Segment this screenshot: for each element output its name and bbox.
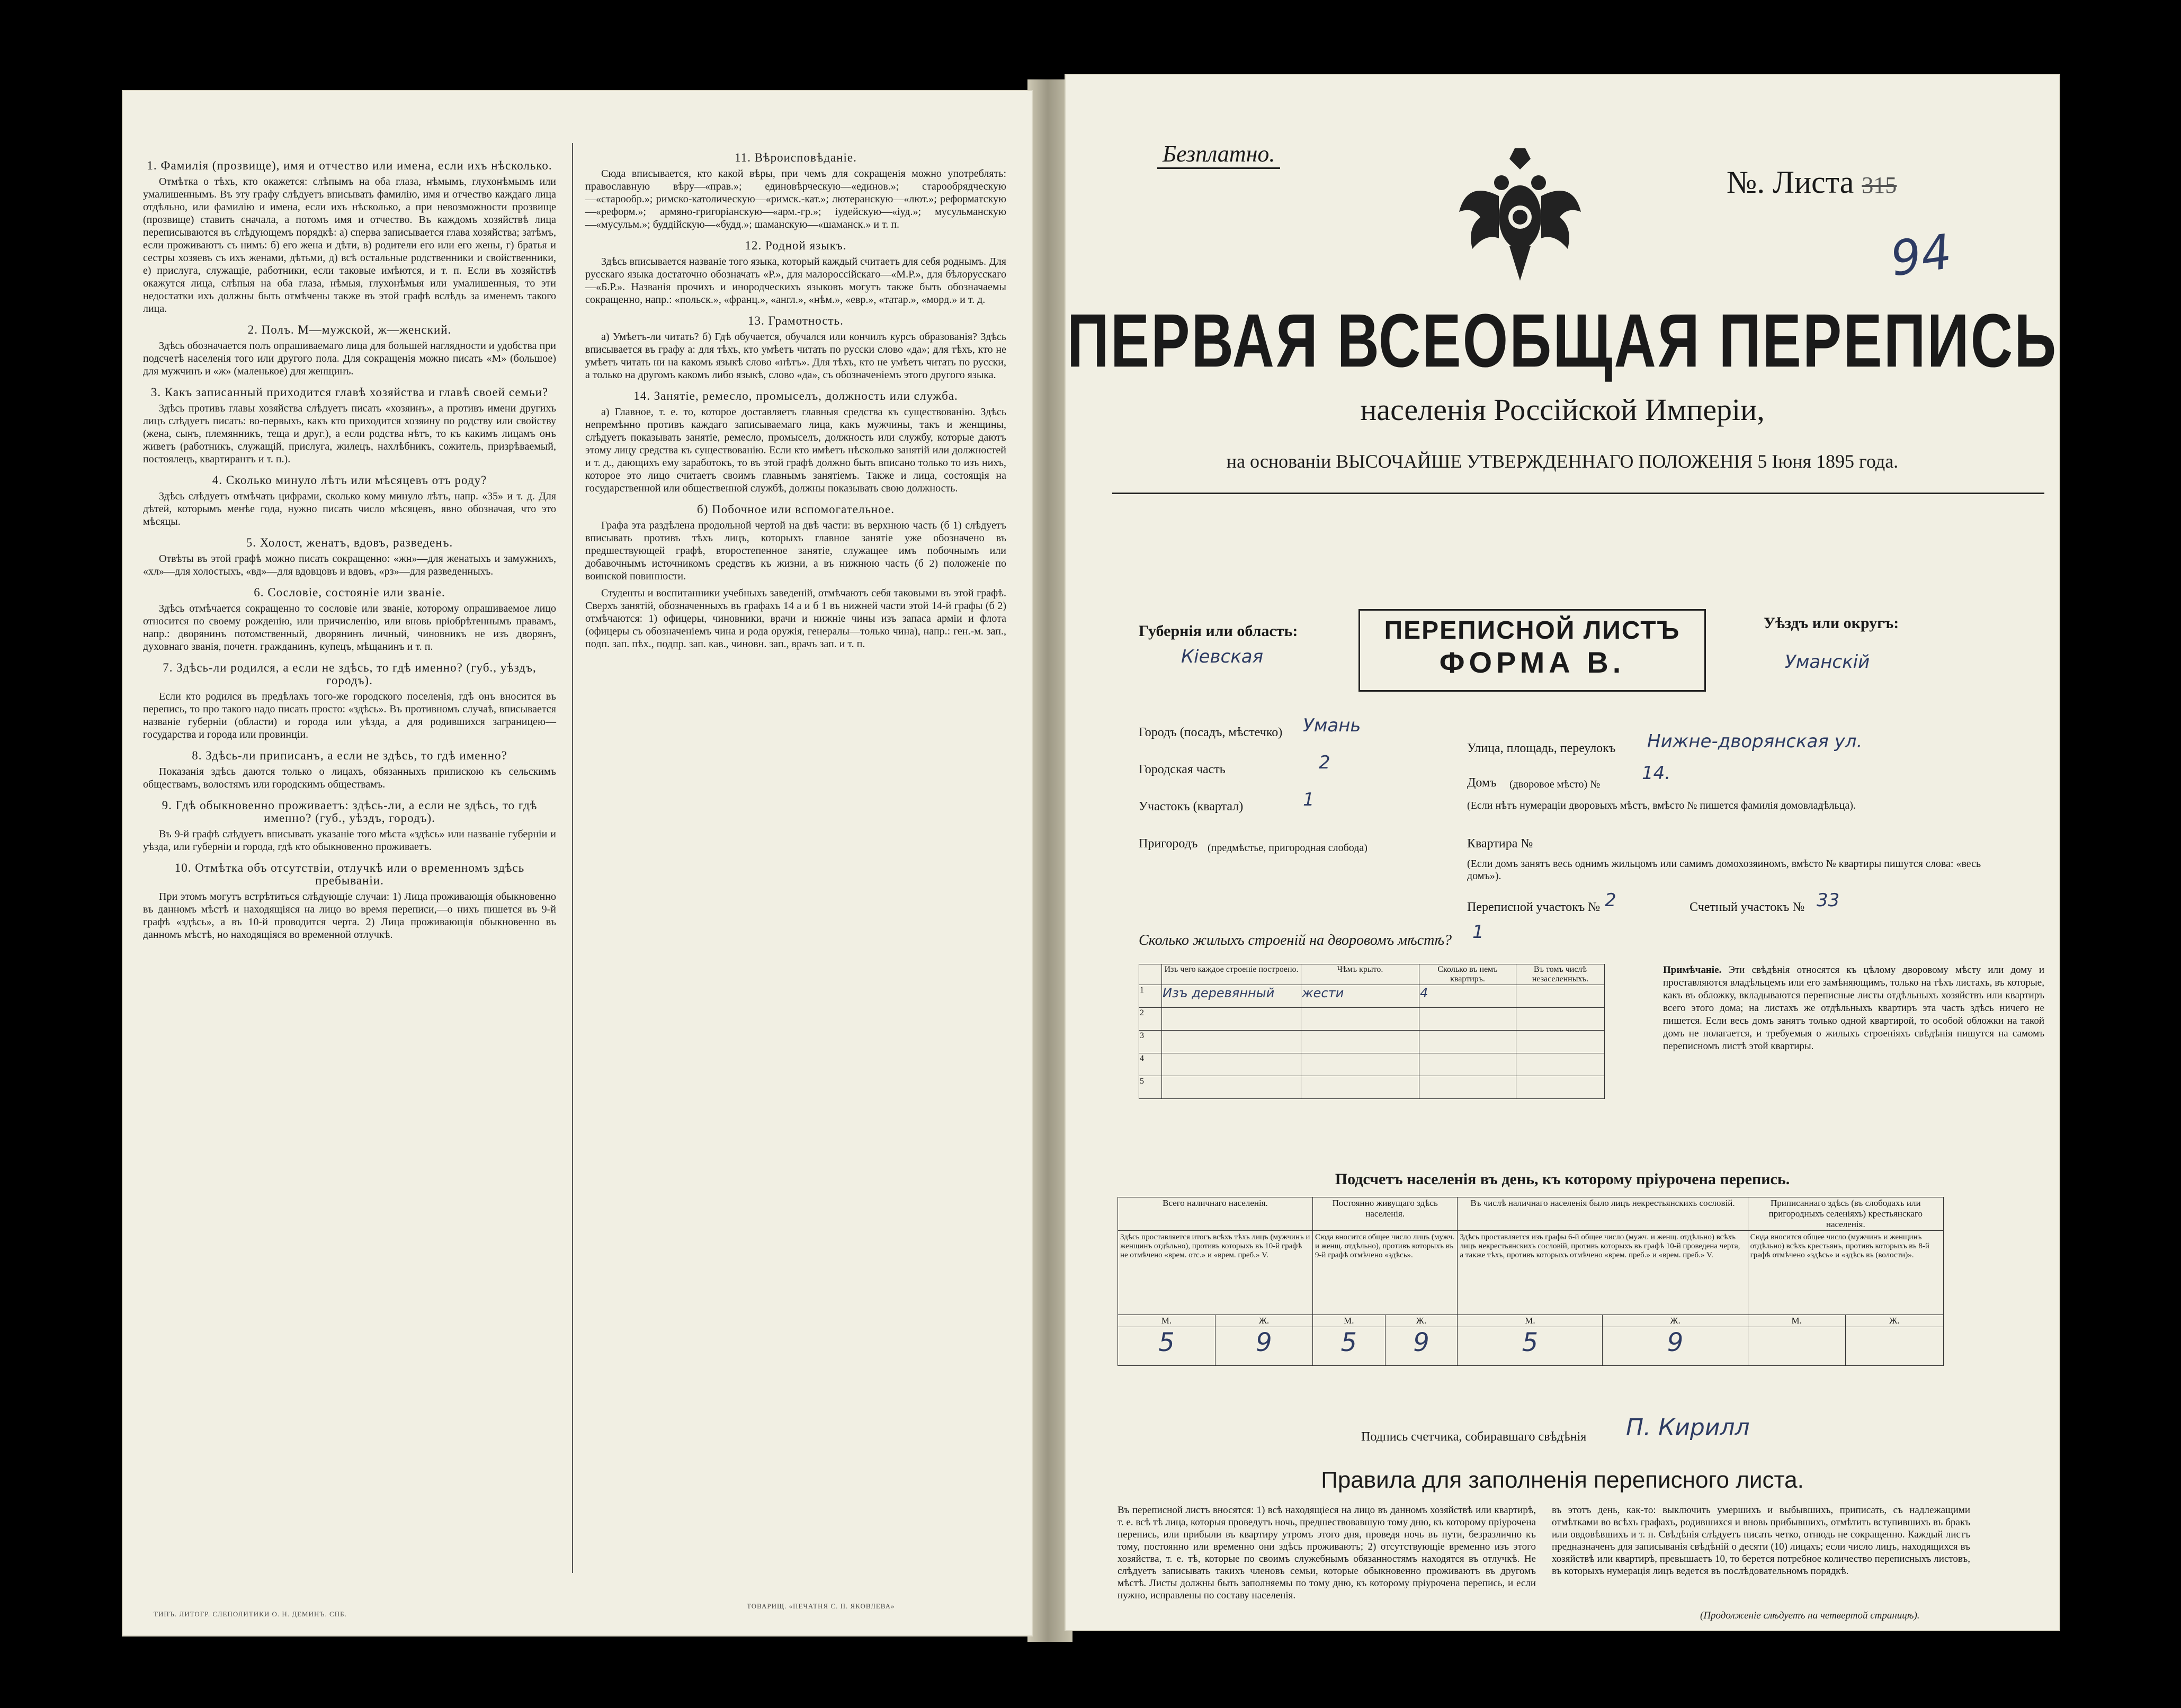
table-cell [1516, 1076, 1605, 1099]
rules-right-column: въ этотъ день, как-то: выключить умершихъ и выбывшихъ, приписать, съ надлежащими отмѣтками во всѣхъ графахъ, родившихся и вновь прибывшихъ, отмѣтить вступившихъ въ бракъ или овдовѣвшихъ и т. п. Свѣдѣнія слѣдуетъ писать четко, отнюдь не сокращенно. Каждый листъ предназначенъ для записыванія свѣдѣній о десяти (10) лицахъ; если число лицъ, находящихся въ хозяйствѣ или квартирѣ, превышаетъ 10, то берется потребное количество переписныхъ листовъ, въ которыхъ нумерація лицъ ведется въ послѣдовательномъ порядкѣ. [1552, 1505, 1970, 1577]
table-cell [1419, 1008, 1516, 1031]
rules-left-column: Въ переписной листъ вносятся: 1) всѣ находящіеся на лицо въ данномъ хозяйствѣ или квартирѣ, т. е. всѣ тѣ лица, которыя проведутъ ночь, предшествовавшую тому дню, къ которому пріурочена перепись, или прибыли въ квартиру утромъ этого дня, проведя ночь въ пути, безразлично къ тому, постоянно или временно они здѣсь проживаютъ; 2) отсутствующіе временно изъ этого хозяйства, т. е. тѣ, которые по своимъ служебнымъ обязанностямъ находятся въ отлучкѣ. Не слѣдуетъ записывать такихъ членовъ семьи, которые обыкновенно проживаютъ въ другомъ мѣстѣ. Листы должны быть заполняемы по тому дню, къ которому пріурочена перепись, и если нужно, исправлены по составу населенія. [1118, 1505, 1536, 1601]
table-cell: 2 [1139, 1008, 1162, 1031]
table-header: Чѣмъ крыто. [1301, 964, 1419, 985]
instruction-text: Здѣсь противъ главы хозяйства слѣдуетъ писать «хозяинъ», а противъ имени другихъ лицъ слѣдуетъ писать: во-первыхъ, какъ кто приходится хозяину по родству или свойству (жена, сынъ, племянникъ, теща и друг.), а если родства нѣтъ, то къ какимъ лицамъ онъ живетъ (работникъ, служащій, прислуга, жилецъ, нахлѣбникъ, сожитель, призрѣваемый, постоялецъ, квартирантъ и т. п.). [143, 403, 556, 465]
instruction-text: а) Умѣетъ-ли читать? б) Гдѣ обучается, обучался или кончилъ курсъ образованія? Здѣсь вписывается въ графу а: для тѣхъ, кто умѣетъ читать по русски слово «да»; для тѣхъ, кто не умѣетъ читать ни на какомъ языкѣ слово «нѣтъ». Для тѣхъ, кто не умѣетъ читать по русски, а только на другомъ какомъ либо языкѣ, слово «да», съ обозначеніемъ этого другого языка. [585, 331, 1006, 381]
form-top-rule [1112, 493, 2044, 494]
instruction-text: Показанія здѣсь даются только о лицахъ, обязанныхъ припискою къ сельскимъ обществамъ, волостямъ или городскимъ обществамъ. [143, 766, 556, 790]
double-headed-eagle-icon [1456, 148, 1584, 286]
table-cell [1301, 1008, 1419, 1031]
count-column-desc: Сюда вносится общее число лицъ (мужч. и женщ. отдѣльно), противъ которыхъ въ 9-й графѣ отмѣчено «здѣсь». [1312, 1231, 1457, 1315]
count-value [1748, 1327, 1845, 1366]
count-column-desc: Сюда вносится общее число (мужчинъ и женщинъ отдѣльно) всѣхъ крестьянъ, противъ которыхъ въ 8-й графѣ отмѣчено «здѣсь» и «здѣсь въ (волости)». [1748, 1231, 1943, 1315]
instruction-heading: 6. Сословіе, состояніе или званіе. [254, 586, 445, 599]
table-cell [1516, 1008, 1605, 1031]
house-label: Домъ [1467, 776, 1497, 790]
instruction-heading: 3. Какъ записанный приходится главѣ хозяйства и главѣ своей семьи? [150, 386, 549, 399]
form-subtitle: ФОРМА В. [1439, 646, 1625, 679]
count-sex-label: М. [1118, 1315, 1215, 1327]
instruction-heading: 10. Отмѣтка объ отсутствіи, отлучкѣ или о временномъ здѣсь пребываніи. [174, 861, 525, 887]
count-value: 5 [1312, 1327, 1385, 1366]
sheet-label-text: №. Листа [1727, 165, 1854, 200]
uezd-label: Уѣздъ или округъ: [1764, 614, 1899, 632]
instruction-heading: 13. Грамотность. [748, 314, 844, 327]
count-sex-label: М. [1458, 1315, 1603, 1327]
city-part-label: Городская часть [1139, 763, 1226, 776]
district-value: 1 [1303, 789, 1315, 810]
instruction-heading: 8. Здѣсь-ли приписанъ, а если не здѣсь, то гдѣ именно? [192, 749, 507, 762]
sheet-number-label [1727, 164, 1897, 201]
table-row [1139, 1031, 1605, 1053]
count-sex-label: Ж. [1603, 1315, 1748, 1327]
table-cell: жести [1301, 985, 1419, 1008]
buildings-table [1139, 964, 1605, 1099]
count-district-value: 33 [1817, 890, 1840, 911]
house-note: (Если нѣтъ нумераціи дворовыхъ мѣстъ, вмѣсто № пишется фамилія домовладѣльца). [1467, 800, 1856, 811]
count-column-desc: Здѣсь проставляется изъ графы 6-й общее число (мужч. и женщ. отдѣльно) всѣхъ лицъ некрестьянскихъ сословій, противъ которыхъ въ графѣ 10-й проведена черта, а также тѣхъ, противъ которыхъ отмѣчено «врем. преб.» и «врем. преб.» V. [1458, 1231, 1748, 1315]
sheet-number-struck: 315 [1862, 172, 1897, 198]
count-sex-label: М. [1312, 1315, 1385, 1327]
table-cell: 5 [1139, 1076, 1162, 1099]
table-cell [1301, 1053, 1419, 1076]
instruction-text: Здѣсь отмѣчается сокращенно то сословіе или званіе, которому опрашиваемое лицо относится по своему рожденію, или причисленію, или вновь пріобрѣтеннымъ правамъ, напр.: дворянинъ потомственный, дворянинъ личный, чиновникъ не изъ дворянъ, духовнаго званія, почетн. гражданинъ, купецъ, мѣщанинъ и т. п. [143, 603, 556, 652]
instruction-text: Если кто родился въ предѣлахъ того-же городского поселенія, гдѣ онъ вносится въ перепись, то про такого надо писать просто: «здѣсь». Въ противномъ случаѣ, вписывается названіе губерніи (области) и города или уѣзда, а для родившихся заграницею—государства и города или провинціи. [143, 691, 556, 740]
census-district-label: Переписной участокъ № [1467, 900, 1601, 914]
instruction-heading: 4. Сколько минуло лѣтъ или мѣсяцевъ отъ роду? [212, 473, 487, 487]
instruction-text: Отвѣты въ этой графѣ можно писать сокращенно: «жн»—для женатыхъ и замужнихъ, «хл»—для холостыхъ, «вд»—для вдовцовъ и вдовъ, «рз»—для разведенныхъ. [143, 553, 556, 577]
count-value [1845, 1327, 1943, 1366]
instruction-heading: 2. Полъ. М—мужской, ж—женский. [247, 323, 452, 336]
table-header: Изъ чего каждое строеніе построено. [1162, 964, 1301, 985]
free-label: Безплатно. [1157, 140, 1280, 169]
suburb-hint: (предмѣстье, пригородная слобода) [1208, 842, 1367, 854]
instruction-heading: 11. Вѣроисповѣданіе. [735, 151, 857, 164]
note-block [1663, 964, 2044, 1053]
table-cell: Изъ деревянный [1162, 985, 1301, 1008]
instruction-heading: б) Побочное или вспомогательное. [697, 503, 895, 516]
buildings-question: Сколько жилыхъ строеній на дворовомъ мѣстѣ? [1139, 932, 1452, 949]
table-cell: 1 [1139, 985, 1162, 1008]
instructions-column-2 [585, 143, 1006, 655]
house-value: 14. [1642, 763, 1671, 784]
form-title: ПЕРЕПИСНОЙ ЛИСТЪ [1384, 616, 1681, 645]
flat-note: (Если домъ занятъ весь однимъ жильцомъ или самимъ домохозяиномъ, вмѣсто № квартиры пишутся слова: «весь домъ»). [1467, 858, 1981, 882]
gubernia-value: Кіевская [1181, 646, 1264, 667]
table-row [1139, 1008, 1605, 1031]
instruction-heading: 5. Холост, женатъ, вдовъ, разведенъ. [246, 536, 453, 549]
table-cell [1139, 964, 1162, 985]
table-row [1139, 985, 1605, 1008]
town-value: Умань [1303, 715, 1361, 736]
right-page [1065, 74, 2060, 1631]
table-cell: 4 [1419, 985, 1516, 1008]
form-title-box [1358, 609, 1706, 692]
street-label: Улица, площадь, переулокъ [1467, 741, 1616, 755]
count-sex-label: Ж. [1845, 1315, 1943, 1327]
instruction-text: Сюда вписывается, кто какой вѣры, при чемъ для сокращенія можно употреблять: православную вѣру—«прав.»; единовѣрческую—«единов.»; старообрядческую—«старообр.»; римско-католическую—«римск.-кат.»; лютеранскую—«лют.»; реформатскую—«реформ.»; армяно-григоріанскую—«арм.-гр.»; іудейскую—«іуд.»; мусульманскую—«мусульм.»; буддійскую—«будд.»; шаманскую—«шаманск.» и т. п. [585, 168, 1006, 230]
table-row [1139, 1053, 1605, 1076]
table-cell [1162, 1053, 1301, 1076]
handwritten-page-number: 94 [1887, 223, 1955, 288]
town-label: Городъ (посадъ, мѣстечко) [1139, 726, 1283, 739]
instruction-heading: 9. Гдѣ обыкновенно проживаетъ: здѣсь-ли, а если не здѣсь, то гдѣ именно? (губ., уѣздъ, городъ). [162, 799, 538, 825]
column-divider [572, 143, 573, 1573]
instruction-text: Отмѣтка о тѣхъ, кто окажется: слѣпымъ на оба глаза, нѣмымъ, глухонѣмымъ или умалишеннымъ. Въ эту графу слѣдуетъ вписывать фамилію, имя и отчество каждаго лица отдѣльно, или фамилію и имена, если ихъ нѣсколько, а при невозможности прозвище (прозвище) ставить сначала, а потомъ имя и отчество. Въ каждомъ хозяйствѣ лица переписываются въ слѣдующемъ порядкѣ: а) сперва записывается глава хозяйства; затѣмъ, если проживаютъ съ нимъ: б) его жена и дѣти, в) родители его или его жены, г) братья и сестры хозяевъ съ ихъ женами, дѣтьми, д) всѣ остальные родственники и свойственники, е) прислуга, служащіе, работники, если таковые имѣются, и т. п. Если въ хозяйствѣ окажутся лица, слѣпыя на оба глаза, нѣмыя, глухонѣмыя или умалишенныя, то эти недостатки ихъ должны быть отмѣчены также въ этой графѣ вслѣдъ за именемъ такого лица. [143, 176, 556, 315]
count-column-desc: Здѣсь проставляется итогъ всѣхъ тѣхъ лицъ (мужчинъ и женщинъ отдѣльно), противъ которыхъ въ 10-й графѣ не отмѣчено «врем. отс.» и «врем. преб.» V. [1118, 1231, 1313, 1315]
flat-label: Квартира № [1467, 837, 1533, 851]
note-heading: Примѣчаніе. [1663, 964, 1722, 976]
table-header: Въ томъ числѣ незаселенныхъ. [1516, 964, 1605, 985]
instruction-text: Въ 9-й графѣ слѣдуетъ вписывать указаніе того мѣста «здѣсь» или названіе губерніи и уѣзда, или губерніи и города, гдѣ кто обыкновенно проживаетъ. [143, 828, 556, 853]
left-page [122, 90, 1033, 1637]
table-header: Сколько въ немъ квартиръ. [1419, 964, 1516, 985]
table-cell: 4 [1139, 1053, 1162, 1076]
count-sex-label: Ж. [1215, 1315, 1312, 1327]
left-printer-mark: ТИПЪ. ЛИТОГР. СЛЕПОЛИТИКИ О. Н. ДЕМИНЪ. СПБ. [154, 1610, 347, 1618]
count-table-header [1118, 1197, 1944, 1231]
instruction-text: Студенты и воспитанники учебныхъ заведеній, отмѣчаютъ себя таковыми въ этой графѣ. Сверхъ занятій, обозначенныхъ въ графахъ 14 а и б 1 въ нижней части этой 14-й графы (б 2) отмѣчаются: 1) офицеры, чиновники, врачи и нижніе чины изъ запаса арміи и флота (офицеры съ обозначеніемъ чина и рода оружія, генералы—только чина), напр.: ген.-м. зап., подп. зап. пѣх., подпр. зап. кав., чиновн. зап., врачъ зап. и т. п. [585, 587, 1006, 650]
buildings-table-header [1139, 964, 1605, 985]
count-district-label: Счетный участокъ № [1690, 900, 1805, 914]
buildings-table-body [1139, 985, 1605, 1099]
census-subtitle: населенія Россійской Имперіи, [1360, 392, 1765, 427]
gubernia-label: Губернія или область: [1139, 622, 1298, 640]
census-district-value: 2 [1605, 890, 1616, 911]
table-cell [1516, 1031, 1605, 1053]
table-cell [1301, 1076, 1419, 1099]
rules-continued: (Продолженіе слѣдуетъ на четвертой страницѣ). [1700, 1610, 1920, 1621]
table-cell [1301, 1031, 1419, 1053]
count-column-header: Всего наличнаго населенія. [1118, 1197, 1313, 1231]
house-hint: (дворовое мѣсто) № [1509, 779, 1601, 790]
table-cell [1419, 1031, 1516, 1053]
instruction-text: Здѣсь обозначается полъ опрашиваемаго лица для большей наглядности и удобства при подсчетѣ населенія того или другого пола. Для сокращенія можно писать «М» (большое) для мужчинъ и «ж» (маленькое) для женщинъ. [143, 340, 556, 377]
count-value: 5 [1118, 1327, 1215, 1366]
population-count-table [1118, 1197, 1944, 1366]
count-table-desc [1118, 1231, 1944, 1315]
instruction-text: Графа эта раздѣлена продольной чертой на двѣ части: въ верхнюю часть (б 1) слѣдуетъ вписывать противъ тѣхъ лицъ, которыхъ главное занятіе уже обозначено въ предшествующей графѣ, второстепенное занятіе, служащее имъ побочнымъ или добавочнымъ источникомъ средствъ къ жизни, а въ нижнюю часть (б 2) положеніе по воинской повинности. [585, 520, 1006, 582]
table-cell [1162, 1076, 1301, 1099]
count-value: 9 [1385, 1327, 1458, 1366]
table-row [1139, 1076, 1605, 1099]
table-cell: 3 [1139, 1031, 1162, 1053]
count-column-header: Постоянно живущаго здѣсь населенія. [1312, 1197, 1457, 1231]
count-heading: Подсчетъ населенія въ день, къ которому пріурочена перепись. [1335, 1170, 1790, 1188]
mid-printer-mark: ТОВАРИЩ. «ПЕЧАТНЯ С. П. ЯКОВЛЕВА» [747, 1602, 895, 1610]
count-table-values [1118, 1327, 1944, 1366]
table-cell [1516, 985, 1605, 1008]
table-cell [1162, 1008, 1301, 1031]
signature-label: Подпись счетчика, собиравшаго свѣдѣнія [1361, 1430, 1587, 1444]
instructions-column-1 [143, 151, 556, 945]
rules-title: Правила для заполненія переписного листа. [1321, 1467, 1804, 1493]
instruction-heading: 14. Занятіе, ремесло, промыселъ, должность или служба. [633, 389, 958, 403]
instruction-text: а) Главное, т. е. то, которое доставляетъ главныя средства къ существованію. Здѣсь непремѣнно противъ каждаго записываемаго лица, какъ мужчины, такъ и женщины, слѣдуетъ показывать занятіе, ремесло, промыселъ, должность или службу, которые даютъ этому лицу средства къ существованію. Если кто имѣетъ нѣсколько занятій или должностей и т. д., дающихъ ему заработокъ, то въ этой графѣ должно быть вписано только то изъ нихъ, которое это лицо считаетъ своимъ главнымъ занятіемъ. Также и лица, состоящія на государственной или общественной службѣ, должны показывать свою должность. [585, 406, 1006, 494]
instruction-text: Здѣсь слѣдуетъ отмѣчать цифрами, сколько кому минуло лѣтъ, напр. «35» и т. д. Для дѣтей, которымъ менѣе года, нужно писать число мѣсяцевъ, явно обозначая, что это мѣсяцы. [143, 490, 556, 527]
suburb-label: Пригородъ [1139, 837, 1198, 851]
table-cell [1162, 1031, 1301, 1053]
city-part-value: 2 [1319, 752, 1330, 773]
instruction-text: При этомъ могутъ встрѣтиться слѣдующіе случаи: 1) Лица проживающія обыкновенно въ данномъ мѣстѣ и находящіяся на лицо во время переписи,—о нихъ пишется въ 9-й графѣ «здѣсь», а въ 10-й проводится черта. 2) Лица проживающія обыкновенно въ данномъ мѣстѣ, но находящіяся во временной отлучкѣ. [143, 891, 556, 941]
table-cell [1419, 1053, 1516, 1076]
count-value: 9 [1603, 1327, 1748, 1366]
district-label: Участокъ (квартал) [1139, 800, 1244, 813]
count-sex-label: М. [1748, 1315, 1845, 1327]
uezd-value: Уманскій [1785, 651, 1870, 673]
street-value: Нижне-дворянская ул. [1647, 731, 1863, 752]
count-table-mz-labels [1118, 1315, 1944, 1327]
instruction-heading: 7. Здѣсь-ли родился, а если не здѣсь, то гдѣ именно? (губ., уѣздъ, городъ). [163, 661, 537, 687]
count-value: 9 [1215, 1327, 1312, 1366]
note-text: Эти свѣдѣнія относятся къ цѣлому дворовому мѣсту или дому и проставляются владѣльцемъ или его замѣняющимъ, только на тѣхъ листахъ, въ которые, какъ въ обложку, вкладываются переписные листы отдѣльныхъ хозяйствъ или квартиръ всего этого дома; на листахъ же отдѣльныхъ квартиръ эта часть здѣсь ничего не пишется. Если весь домъ занятъ только одной квартирой, то особой обложки на такой домъ не полагается, и требуемыя о жилыхъ строеніяхъ свѣдѣнія пишутся на самомъ переписномъ листѣ этой квартиры. [1663, 964, 2045, 1052]
count-sex-label: Ж. [1385, 1315, 1458, 1327]
census-title: ПЕРВАЯ ВСЕОБЩАЯ ПЕРЕПИСЬ [1067, 298, 2058, 383]
instruction-heading: 1. Фамилія (прозвище), имя и отчество или имена, если ихъ нѣсколько. [147, 159, 552, 172]
count-column-header: Приписаннаго здѣсь (въ слободахъ или пригородныхъ селеніяхъ) крестьянскаго населенія. [1748, 1197, 1943, 1231]
census-regulation: на основаніи ВЫСОЧАЙШЕ УТВЕРЖДЕННАГО ПОЛОЖЕНІЯ 5 Іюня 1895 года. [1226, 451, 1899, 472]
instruction-heading: 12. Родной языкъ. [745, 239, 847, 252]
instruction-text: Здѣсь вписывается названіе того языка, который каждый считаетъ для себя роднымъ. Для русскаго языка достаточно обозначать «Р.», для малороссійскаго—«М.Р.», для бѣлорусскаго—«Б.Р.». Названія прочихъ и инородческихъ языковъ могутъ также быть обозначаемы сокращенно, напр.: «польск.», «франц.», «англ.», «нѣм.», «евр.», «татар.», «морд.» и т. д. [585, 256, 1006, 306]
table-cell [1419, 1076, 1516, 1099]
count-column-header: Въ числѣ наличнаго населенія было лицъ некрестьянскихъ сословій. [1458, 1197, 1748, 1231]
table-cell [1516, 1053, 1605, 1076]
buildings-value: 1 [1472, 922, 1484, 943]
count-value: 5 [1458, 1327, 1603, 1366]
enumerator-signature: П. Кирилл [1626, 1414, 1750, 1441]
